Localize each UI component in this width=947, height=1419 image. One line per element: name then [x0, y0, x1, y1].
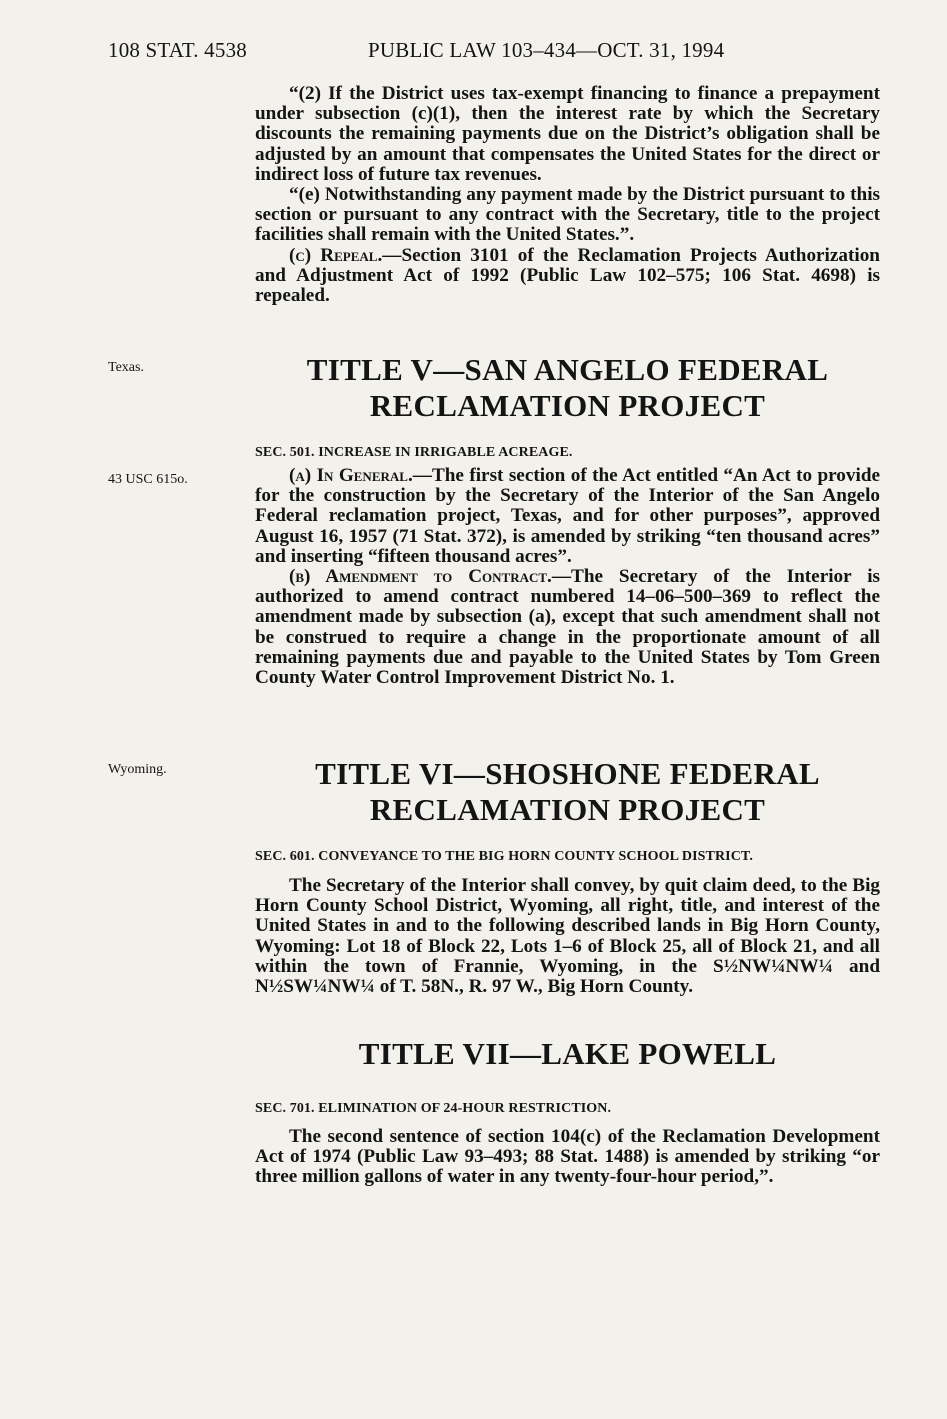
public-law-date: PUBLIC LAW 103–434—OCT. 31, 1994 — [368, 38, 725, 62]
continuation-block — [255, 84, 880, 306]
subsection-b-heading: (b) Amendment to Contract. — [289, 566, 552, 588]
sec-701-heading: SEC. 701. ELIMINATION OF 24-HOUR RESTRICTION. — [255, 1101, 612, 1116]
sec-501-subsection-a — [255, 466, 880, 567]
subsection-a-text: —The first section of the Act entitled “An Act to provide for the construction by the Secretary of the Interior of the San Angelo Federal reclamation project, Texas, and for other purposes”, approved August 16, 1957 (71 Stat. 372), is amended by striking “ten thousand acres” and inserting “fifteen thousand acres”. — [255, 465, 881, 567]
sec-601-text: The Secretary of the Interior shall convey, by quit claim deed, to the Big Horn County School District, Wyoming, all right, title, and interest of the United States in and to the following described lands in Big Horn County, Wyoming: Lot 18 of Block 22, Lots 1–6 of Block 25, all of Block 21, and all within the town of Frannie, Wyoming, in the S½NW¼NW¼ and N½SW¼NW¼ of T. 58N., R. 97 W., Big Horn County. — [255, 875, 880, 998]
subsection-a-heading: (a) In General. — [289, 465, 413, 486]
title-vii-heading: TITLE VII—LAKE POWELL — [358, 1036, 777, 1071]
sec-701-body — [255, 1127, 880, 1188]
sec-501-subsection-b — [255, 567, 880, 688]
stat-citation: 108 STAT. 4538 — [108, 38, 247, 62]
sec-701-text: The second sentence of section 104(c) of the Reclamation Development Act of 1974 (Public Law 93–493; 88 Stat. 1488) is amended by striking “or three million gallons of water in any twenty-four-hour period,”. — [255, 1126, 880, 1188]
repeal-text: —Section 3101 of the Reclamation Projects Authorization and Adjustment Act of 1992 (Public Law 102–575; 106 Stat. 4698) is repealed. — [255, 244, 880, 307]
sec-601-body — [255, 876, 880, 997]
sec-501-heading: SEC. 501. INCREASE IN IRRIGABLE ACREAGE. — [255, 445, 573, 460]
title-vi-heading: TITLE VI—SHOSHONE FEDERAL RECLAMATION PROJECT — [315, 756, 820, 827]
sec-601-heading: SEC. 601. CONVEYANCE TO THE BIG HORN COUNTY SCHOOL DISTRICT. — [255, 849, 753, 864]
margin-note-usc: 43 USC 615o. — [108, 472, 188, 487]
margin-note-texas: Texas. — [108, 360, 144, 375]
margin-note-wyoming: Wyoming. — [108, 762, 167, 777]
paragraph-2-tax-exempt: “(2) If the District uses tax-exempt financing to finance a prepayment under subsection (c)(1), then the interest rate by which the Secretary discounts the remaining payments due on the District’s obligation shall be adjusted by an amount that compensates the United States for the direct or indirect loss of future tax revenues. — [255, 83, 880, 185]
paragraph-e-title: “(e) Notwithstanding any payment made by the District pursuant to this section or pursuant to any contract with the Secretary, title to the project facilities shall remain with the United States.”. — [255, 184, 880, 246]
sec-501-body — [255, 466, 880, 688]
subsection-b-text: —The Secretary of the Interior is authorized to amend contract numbered 14–06–500–369 to reflect the amendment made by subsection (a), except that such amendment shall not be construed to require a change in the proportionate amount of all remaining payments due and payable to the United States by Tom Green County Water Control Improvement District No. 1. — [255, 566, 880, 689]
title-v-heading: TITLE V—SAN ANGELO FEDERAL RECLAMATION PROJECT — [306, 352, 829, 423]
repeal-heading: (c) Repeal. — [289, 244, 383, 266]
paragraph-c-repeal — [255, 246, 880, 307]
